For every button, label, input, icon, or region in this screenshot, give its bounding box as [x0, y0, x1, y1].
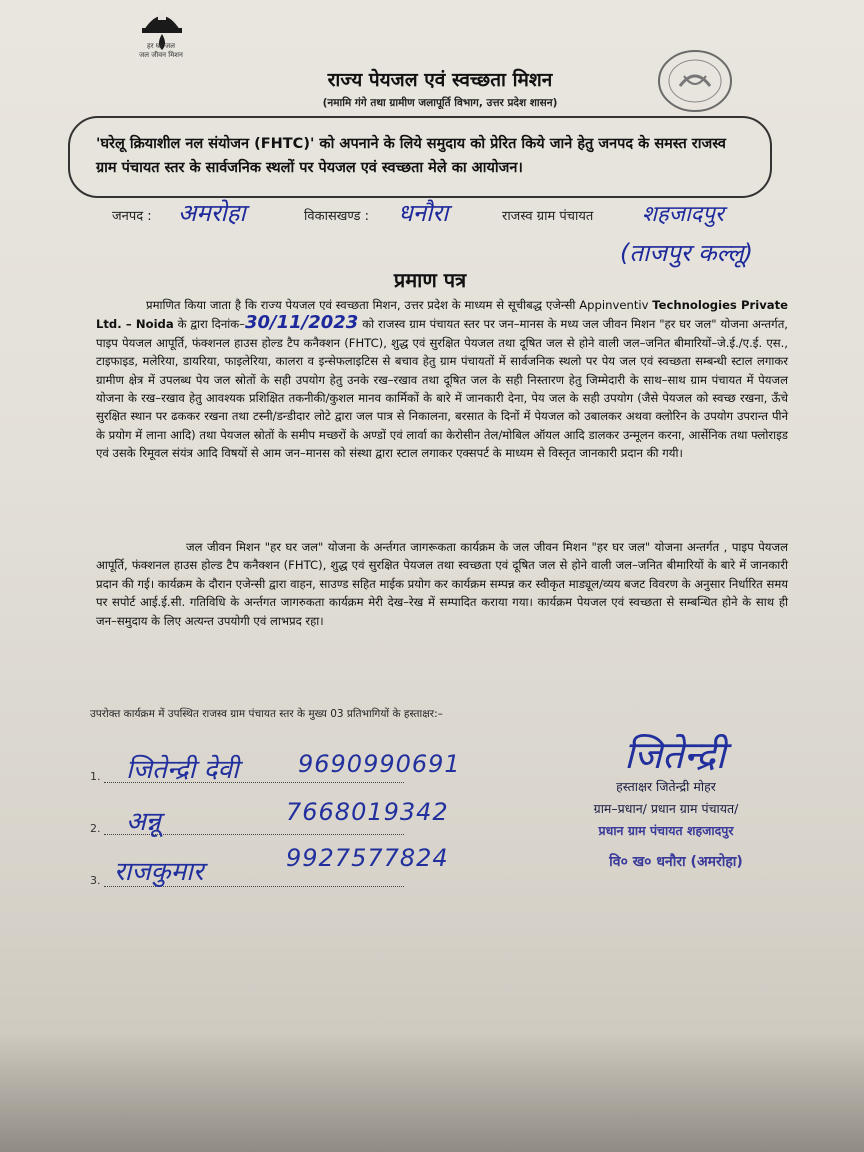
signatory-line-1: हस्ताक्षर जितेन्द्री मोहर: [616, 779, 716, 794]
para1-part-c: को राजस्व ग्राम पंचायत स्तर पर जन–मानस के मध्य जल जीवन मिशन "हर घर जल" योजना अन्तर्गत, पाइप पेयजल आपूर्ति, फंक्शनल हाउस होल्ड टैप कनैक्शन (FHTC), शुद्ध एवं सुरक्षित पेयजल तथा दूषित जल से होने वाली जल–जनित बीमारियों–जे.ई./ए.ई. एस., टाइफाइड, मलेरिया, डायरिया, फाइलेरिया, कालरा व इन्सेफलाइटिस से बचाव हेतु ग्राम पंचायतों में सार्वजनिक स्थलो पर पेय जल एवं स्वच्छता सम्बन्धी स्टाल लगाकर ग्रामीण क्षेत्र में उपलब्ध पेय जल स्रोतों के सही उपयोग हेतु उनके रख–रखाव तथा दूषित जल के सही निस्तारण हेतु जिम्मेदारी के साथ–साथ ग्राम पंचायत में पेयजल योजना के रख–रखाव हेतु आवश्यक प्रशिक्षित तकनीकी/कुशल मानव कार्मिकों के बारे में जानकारी देना, पेय जल के सही उपयोग (जैसे पेयजल को स्वच्छ रखना, ऊँचे सुरक्षित स्थान पर ढककर रखना तथा टस्नी/डन्डीदार लोटे द्वारा जल पात्र से निकालना, बरसात के दिनों में पेयजल को उबालकर अथवा क्लोरिन के उपयोग उपरान्त पीने के प्रयोग में लाना आदि) तथा पेयजल स्रोतों के समीप मच्छरों के अण्डों एवं लार्वा का केरोसीन तेल/मोबिल ऑयल आदि डालकर उन्मूलन करना, आर्सेनिक तथा फ्लोराइड एवं उसके रिमूवल संयंत्र आदि विषयों से आम जन–मानस को संस्था द्वारा स्टाल लगाकर एक्सपर्ट के माध्यम से विस्तृत जानकारी प्रदान की गयी।: [96, 317, 788, 461]
logo-label-line2: जल जीवन मिशन: [139, 51, 183, 59]
event-date: 30/11/2023: [244, 312, 359, 334]
logo-label-line1: हर घर जल: [147, 42, 175, 50]
pradhan-signature: जितेन्द्री: [624, 733, 726, 777]
attendee-signature: जितेन्द्री देवी: [126, 755, 239, 785]
banner-text: 'घरेलू क्रियाशील नल संयोजन (FHTC)' को अपनाने के लिये समुदाय को प्रेरित किये जाने हेतु जनपद के समस्त राजस्व ग्राम पंचायत स्तर के सार्वजनिक स्थलों पर पेयजल एवं स्वच्छता मेले का आयोजन।: [96, 136, 726, 176]
page-subtitle: (नमामि गंगे तथा ग्रामीण जलापूर्ति विभाग, उत्तर प्रदेश शासन): [322, 97, 558, 109]
page-shadow: [0, 1032, 864, 1152]
signatory-line-3: प्रधान ग्राम पंचायत शहजादपुर: [598, 823, 734, 838]
signatory-line-2: ग्राम–प्रधान/ प्रधान ग्राम पंचायत/: [593, 801, 739, 816]
agency-name: Technologies Private Ltd. – Noida: [96, 298, 788, 332]
block-value: धनौरा: [398, 199, 449, 227]
gp-value-line2: (ताजपुर कल्लू): [620, 239, 754, 267]
certificate-title: प्रमाण पत्र: [393, 268, 467, 292]
logo-label: [116, 42, 206, 72]
page-title: राज्य पेयजल एवं स्वच्छता मिशन: [327, 69, 553, 91]
certificate-paragraph-2: जल जीवन मिशन "हर घर जल" योजना के अर्न्तगत जागरूकता कार्यक्रम के जल जीवन मिशन "हर घर जल" योजना अन्तर्गत , पाइप पेयजल आपूर्ति, फंक्शनल हाउस होल्ड टैप कनैक्शन (FHTC), शुद्ध एवं सुरक्षित पेयजल तथा स्वच्छता एवं दूषित जल से होने वाली जल–जनित बीमारियों के बारे में जानकारी प्रदान की गई। कार्यक्रम के दौरान एजेन्सी द्वारा वाहन, साउण्ड सहित माईक प्रयोग कर कार्यक्रम सम्पन्न कर स्वीकृत माड्यूल/व्यय बजट विवरण के अनुसार निर्धारित समय पर सपोर्ट आई.ई.सी. गतिविधि के अर्न्तगत जागरुकता कार्यक्रम मेरी देख–रेख में सम्पादित कराया गया। कार्यक्रम पेयजल एवं स्वच्छता से सम्बन्धित होने के साथ ही जन–समुदाय के लिए अत्यन्त उपयोगी एवं लाभप्रद रहा।: [96, 540, 788, 628]
attendee-signature: राजकुमार: [114, 857, 204, 887]
event-banner: [68, 116, 772, 198]
gp-label: राजस्व ग्राम पंचायत: [502, 209, 594, 224]
attendee-number: 2.: [90, 822, 101, 835]
attendee-number: 1.: [90, 770, 101, 783]
government-seal-icon: [650, 46, 740, 116]
attendee-signature: अन्नू: [126, 807, 161, 837]
district-value: अमरोहा: [178, 199, 246, 227]
signatory-line-4: वि० ख० धनौरा (अमरोहा): [609, 854, 743, 870]
attendee-phone: 7668019342: [286, 798, 449, 826]
block-label: विकासखण्ड :: [304, 209, 370, 224]
attendee-phone: 9927577824: [286, 844, 449, 872]
attendee-phone: 9690990691: [298, 750, 461, 778]
attendees-intro: उपरोक्त कार्यक्रम में उपस्थित राजस्व ग्राम पंचायत स्तर के मुख्य 03 प्रतिभागियों के हस्ताक्षर:–: [90, 708, 443, 720]
para1-part-b: के द्वारा दिनांक–: [177, 317, 245, 332]
certificate-paragraph-1: [96, 296, 788, 463]
attendee-number: 3.: [90, 874, 101, 887]
district-label: जनपद :: [112, 209, 152, 224]
gp-value: शहजादपुर: [642, 202, 724, 227]
para1-part-a: प्रमाणित किया जाता है कि राज्य पेयजल एवं स्वच्छता मिशन, उत्तर प्रदेश के माध्यम से सूचीबद्ध एजेन्सी Appinventiv: [146, 298, 649, 312]
